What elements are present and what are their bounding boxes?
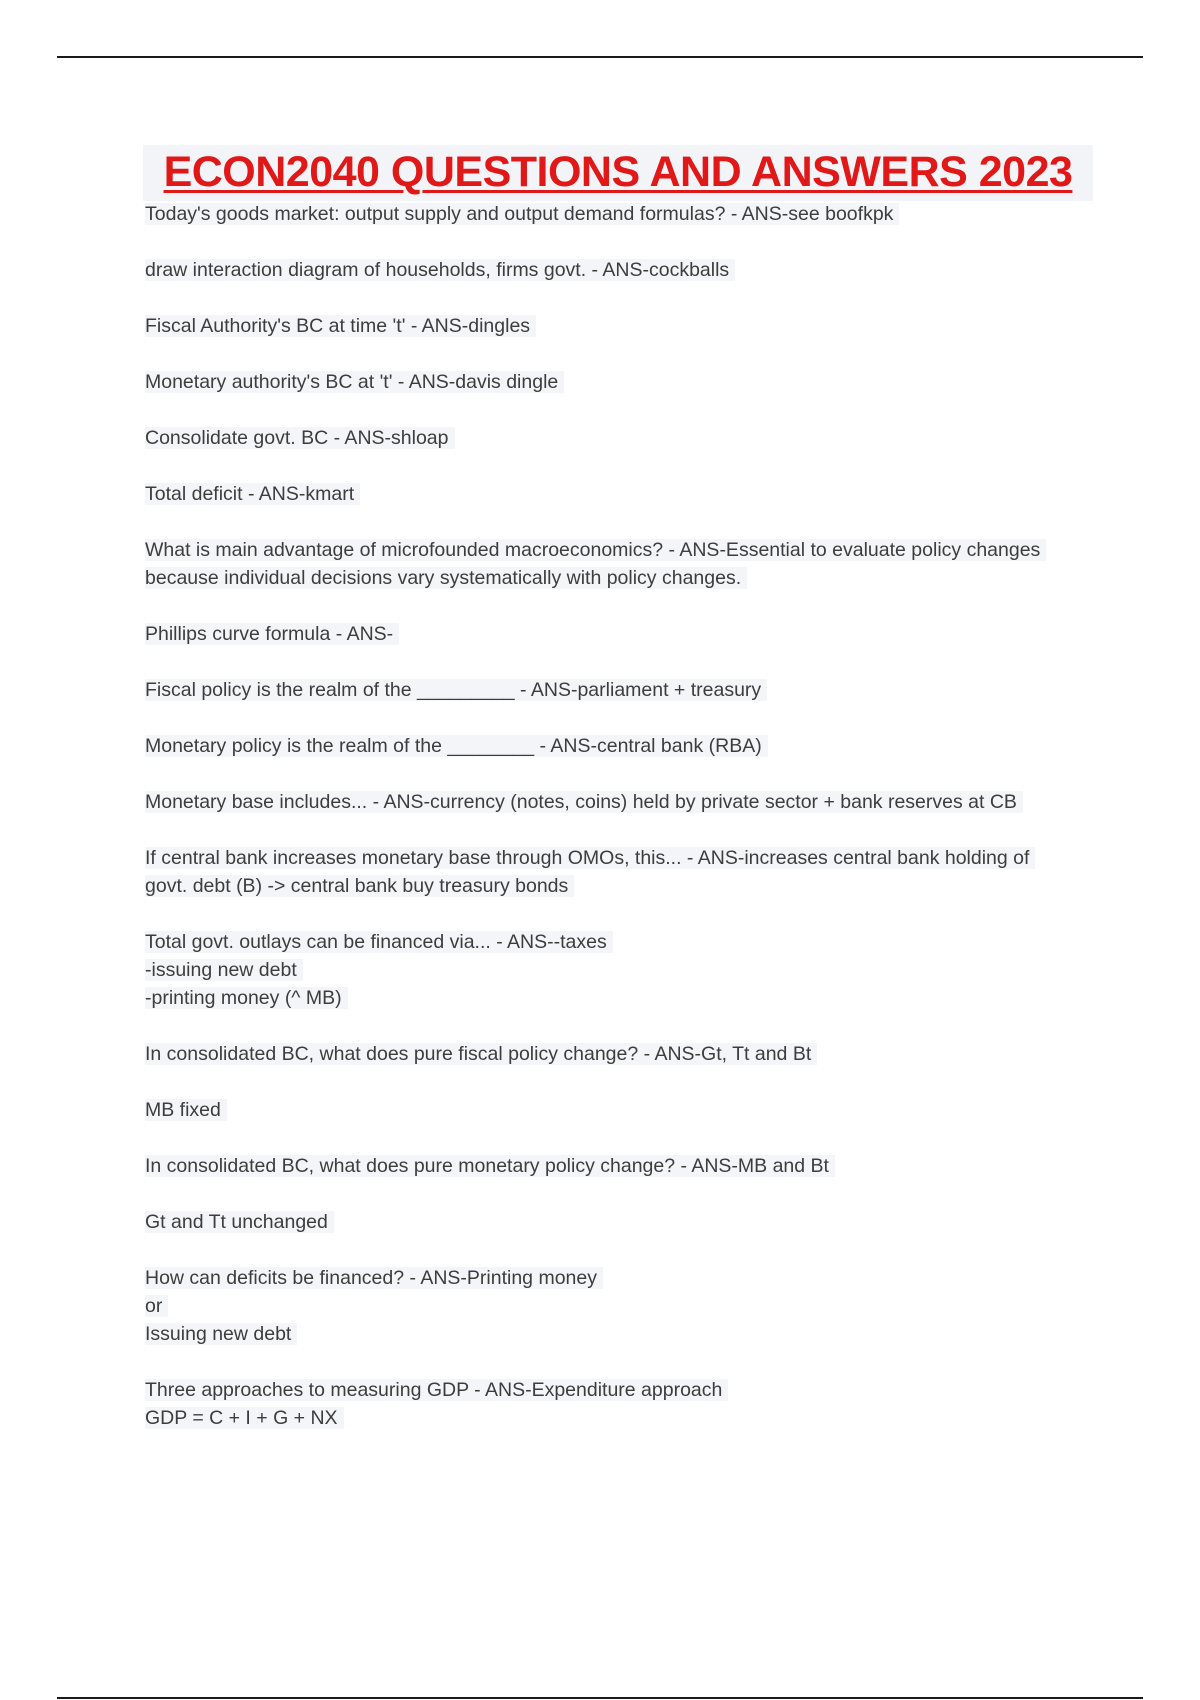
qa-item-line xyxy=(145,424,1075,452)
qa-item xyxy=(145,424,1075,452)
qa-item-line xyxy=(145,564,1075,592)
qa-item-line xyxy=(145,1292,1075,1320)
qa-item-text: Phillips curve formula - ANS- xyxy=(145,623,399,645)
qa-item-line xyxy=(145,312,1075,340)
qa-item-text: Total deficit - ANS-kmart xyxy=(145,483,360,505)
qa-item-text: In consolidated BC, what does pure monetary policy change? - ANS-MB and Bt xyxy=(145,1155,835,1177)
qa-item-line xyxy=(145,620,1075,648)
qa-item-text: govt. debt (B) -> central bank buy treasury bonds xyxy=(145,875,574,897)
qa-item xyxy=(145,256,1075,284)
qa-item xyxy=(145,676,1075,704)
qa-item-text: Total govt. outlays can be financed via... - ANS--taxes xyxy=(145,931,613,953)
qa-item-text: MB fixed xyxy=(145,1099,227,1121)
qa-item-line xyxy=(145,256,1075,284)
qa-item-line xyxy=(145,200,1075,228)
qa-item xyxy=(145,480,1075,508)
qa-item-text: Issuing new debt xyxy=(145,1323,297,1345)
qa-item xyxy=(145,1264,1075,1348)
qa-item-line xyxy=(145,1264,1075,1292)
qa-item xyxy=(145,1040,1075,1068)
top-rule xyxy=(57,56,1143,58)
qa-item-line xyxy=(145,844,1075,872)
qa-item-text: Three approaches to measuring GDP - ANS-Expenditure approach xyxy=(145,1379,728,1401)
qa-item xyxy=(145,1376,1075,1432)
qa-item-line xyxy=(145,536,1075,564)
qa-item-line xyxy=(145,1040,1075,1068)
qa-item-text: Monetary authority's BC at 't' - ANS-davis dingle xyxy=(145,371,564,393)
qa-item-line xyxy=(145,1096,1075,1124)
qa-item xyxy=(145,200,1075,228)
qa-item-text: -issuing new debt xyxy=(145,959,303,981)
qa-item-text: In consolidated BC, what does pure fiscal policy change? - ANS-Gt, Tt and Bt xyxy=(145,1043,817,1065)
qa-item-line xyxy=(145,984,1075,1012)
qa-item-line xyxy=(145,676,1075,704)
qa-item-line xyxy=(145,480,1075,508)
qa-item xyxy=(145,536,1075,592)
qa-item-text: Gt and Tt unchanged xyxy=(145,1211,334,1233)
qa-item-line xyxy=(145,368,1075,396)
qa-item xyxy=(145,368,1075,396)
qa-item-text: draw interaction diagram of households, firms govt. - ANS-cockballs xyxy=(145,259,735,281)
qa-item-text: How can deficits be financed? - ANS-Printing money xyxy=(145,1267,603,1289)
qa-list xyxy=(145,200,1075,1460)
qa-item-text: because individual decisions vary systematically with policy changes. xyxy=(145,567,747,589)
qa-item-text: GDP = C + I + G + NX xyxy=(145,1407,344,1429)
qa-item-line xyxy=(145,1152,1075,1180)
qa-item-line xyxy=(145,788,1075,816)
qa-item xyxy=(145,788,1075,816)
qa-item-line xyxy=(145,1376,1075,1404)
qa-item-text: If central bank increases monetary base through OMOs, this... - ANS-increases central bank holding of xyxy=(145,847,1035,869)
qa-item-text: Fiscal policy is the realm of the _________ - ANS-parliament + treasury xyxy=(145,679,767,701)
qa-item-text: Consolidate govt. BC - ANS-shloap xyxy=(145,427,455,449)
qa-item-text: Monetary base includes... - ANS-currency (notes, coins) held by private sector + bank reserves at CB xyxy=(145,791,1023,813)
qa-item xyxy=(145,732,1075,760)
qa-item xyxy=(145,620,1075,648)
qa-item-line xyxy=(145,928,1075,956)
qa-item-line xyxy=(145,1404,1075,1432)
qa-item xyxy=(145,1208,1075,1236)
qa-item-text: Fiscal Authority's BC at time 't' - ANS-dingles xyxy=(145,315,536,337)
qa-item-text: Monetary policy is the realm of the ________ - ANS-central bank (RBA) xyxy=(145,735,768,757)
document-title-text: ECON2040 QUESTIONS AND ANSWERS 2023 xyxy=(163,148,1073,196)
qa-item xyxy=(145,1096,1075,1124)
qa-item-text: -printing money (^ MB) xyxy=(145,987,348,1009)
qa-item-text: What is main advantage of microfounded macroeconomics? - ANS-Essential to evaluate policy changes xyxy=(145,539,1046,561)
qa-item-line xyxy=(145,956,1075,984)
qa-item xyxy=(145,1152,1075,1180)
qa-item-line xyxy=(145,1208,1075,1236)
qa-item-text: Today's goods market: output supply and output demand formulas? - ANS-see boofkpk xyxy=(145,203,899,225)
qa-item-line xyxy=(145,732,1075,760)
qa-item xyxy=(145,312,1075,340)
qa-item-text: or xyxy=(145,1295,168,1317)
qa-item-line xyxy=(145,872,1075,900)
bottom-rule xyxy=(57,1697,1143,1699)
qa-item xyxy=(145,928,1075,1012)
qa-item xyxy=(145,844,1075,900)
document-title xyxy=(143,147,1093,197)
qa-item-line xyxy=(145,1320,1075,1348)
